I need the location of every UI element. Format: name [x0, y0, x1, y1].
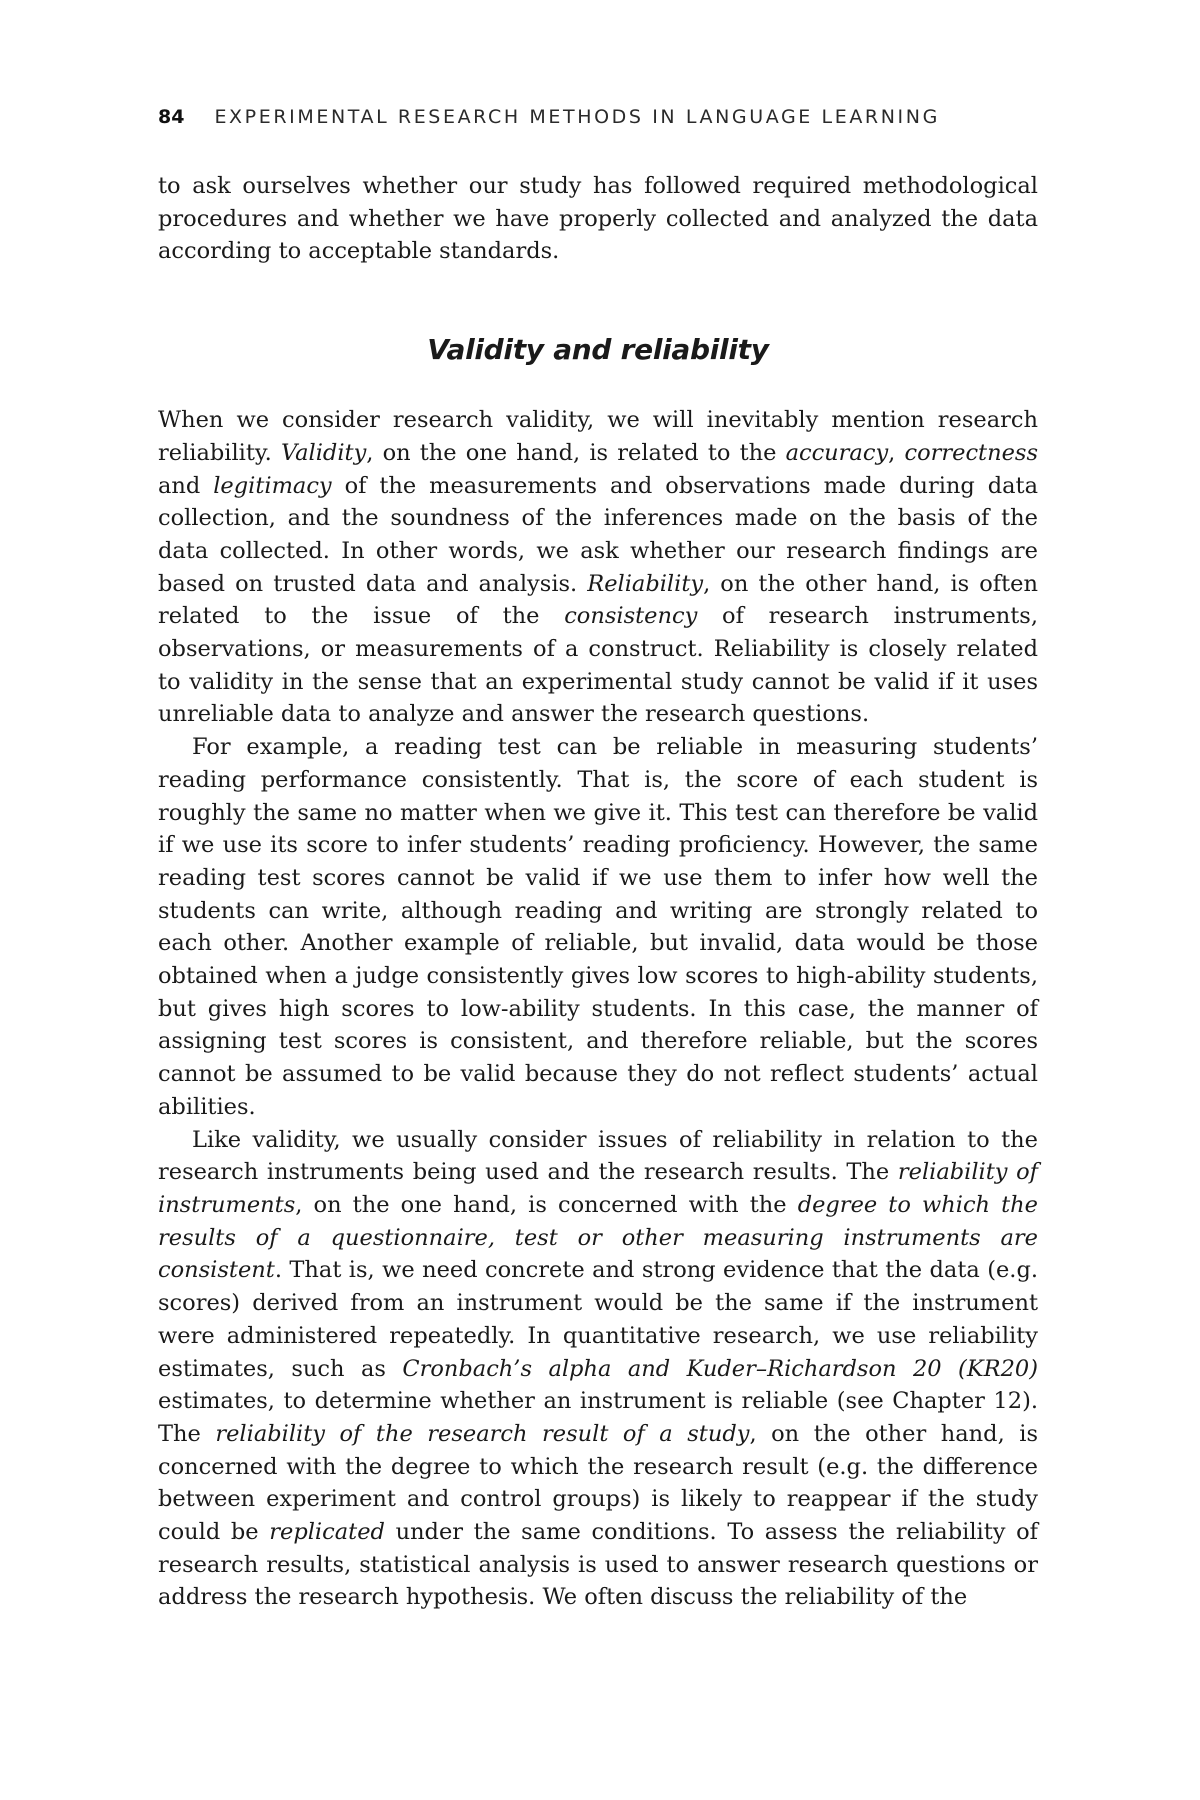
- intro-paragraph: to ask ourselves whether our study has followed required methodological procedures and whether we have properly collected and analyzed the data according to acceptable standards.: [158, 173, 1038, 265]
- term-reliability-of-instruments: reliability of instruments: [158, 1159, 1038, 1218]
- paragraph-1: [158, 404, 1038, 731]
- page-body: [158, 170, 1038, 1614]
- text-run: , on the other hand, is concerned with the degree to which the research result (e.g. the difference between experiment and control groups) is likely to reappear if the study could be: [158, 1420, 1038, 1546]
- term-replicated: replicated: [269, 1519, 385, 1546]
- paragraph-3: [158, 1124, 1038, 1615]
- running-head: [158, 106, 1038, 128]
- term-degree: degree to which the results of a questionnaire, test or other measuring instruments are consistent: [158, 1191, 1038, 1284]
- section-heading: Validity and reliability: [427, 333, 769, 367]
- text-run: of research instruments, observations, or measurements of a construct. Reliability is closely related to validity in the sense that an experimental study cannot be valid if it uses unreliable data to analyze and answer the research questions.: [158, 603, 1038, 728]
- term-correctness: correctness: [904, 439, 1038, 466]
- paragraph-2: For example, a reading test can be reliable in measuring students’ reading performance consistently. That is, the score of each student is roughly the same no matter when we give it. This test can therefore be valid if we use its score to infer students’ reading proficiency. However, the same reading test scores cannot be valid if we use them to infer how well the students can write, although reading and writing are strongly related to each other. Another example of reliable, but invalid, data would be those obtained when a judge consistently gives low scores to high-ability students, but gives high scores to low-ability students. In this case, the manner of assigning test scores is consistent, and therefore reliable, but the scores cannot be assumed to be valid because they do not reflect students’ actual abilities.: [158, 734, 1038, 1120]
- text-run: and: [158, 472, 214, 499]
- text-run: , on the other hand, is often related to the issue of the: [158, 570, 1038, 630]
- term-reliability-of-result: reliability of the research result of a study: [215, 1420, 750, 1447]
- term-legitimacy: legitimacy: [213, 472, 332, 499]
- term-accuracy: accuracy: [785, 439, 889, 466]
- text-run: . That is, we need concrete and strong evidence that the data (e.g. scores) derived from an instrument would be the same if the instrument were administered repeatedly. In quantitative research, we use reliability estimates, such as: [158, 1257, 1038, 1382]
- term-consistency: consistency: [564, 603, 698, 630]
- text-run: of the measurements and observations made during data collection, and the soundness of the inferences made on the basis of the data collected. In other words, we ask whether our research findings are based on trusted data and analysis.: [158, 472, 1038, 597]
- page-number: 84: [158, 106, 185, 128]
- term-cronbach: Cronbach’s alpha and Kuder–Richardson 20 (KR20): [402, 1355, 1038, 1382]
- text-run: , on the one hand, is concerned with the: [295, 1191, 798, 1218]
- running-title: EXPERIMENTAL RESEARCH METHODS IN LANGUAGE LEARNING: [214, 106, 940, 128]
- text-run: ,: [888, 439, 905, 466]
- text-run: When we consider research validity, we will inevitably mention research reliability.: [158, 407, 1038, 466]
- text-run: Like validity, we usually consider issues of reliability in relation to the research instruments being used and the research results. The: [158, 1126, 1038, 1186]
- text-run: estimates, to determine whether an instrument is reliable (see Chapter 12). The: [158, 1388, 1038, 1447]
- text-run: under the same conditions. To assess the reliability of research results, statistical analysis is used to answer research questions or address the research hypothesis. We often discuss the reliability of the: [158, 1519, 1038, 1611]
- text-run: , on the one hand, is related to the: [366, 439, 786, 466]
- term-validity: Validity: [280, 439, 367, 466]
- term-reliability: Reliability: [587, 570, 704, 597]
